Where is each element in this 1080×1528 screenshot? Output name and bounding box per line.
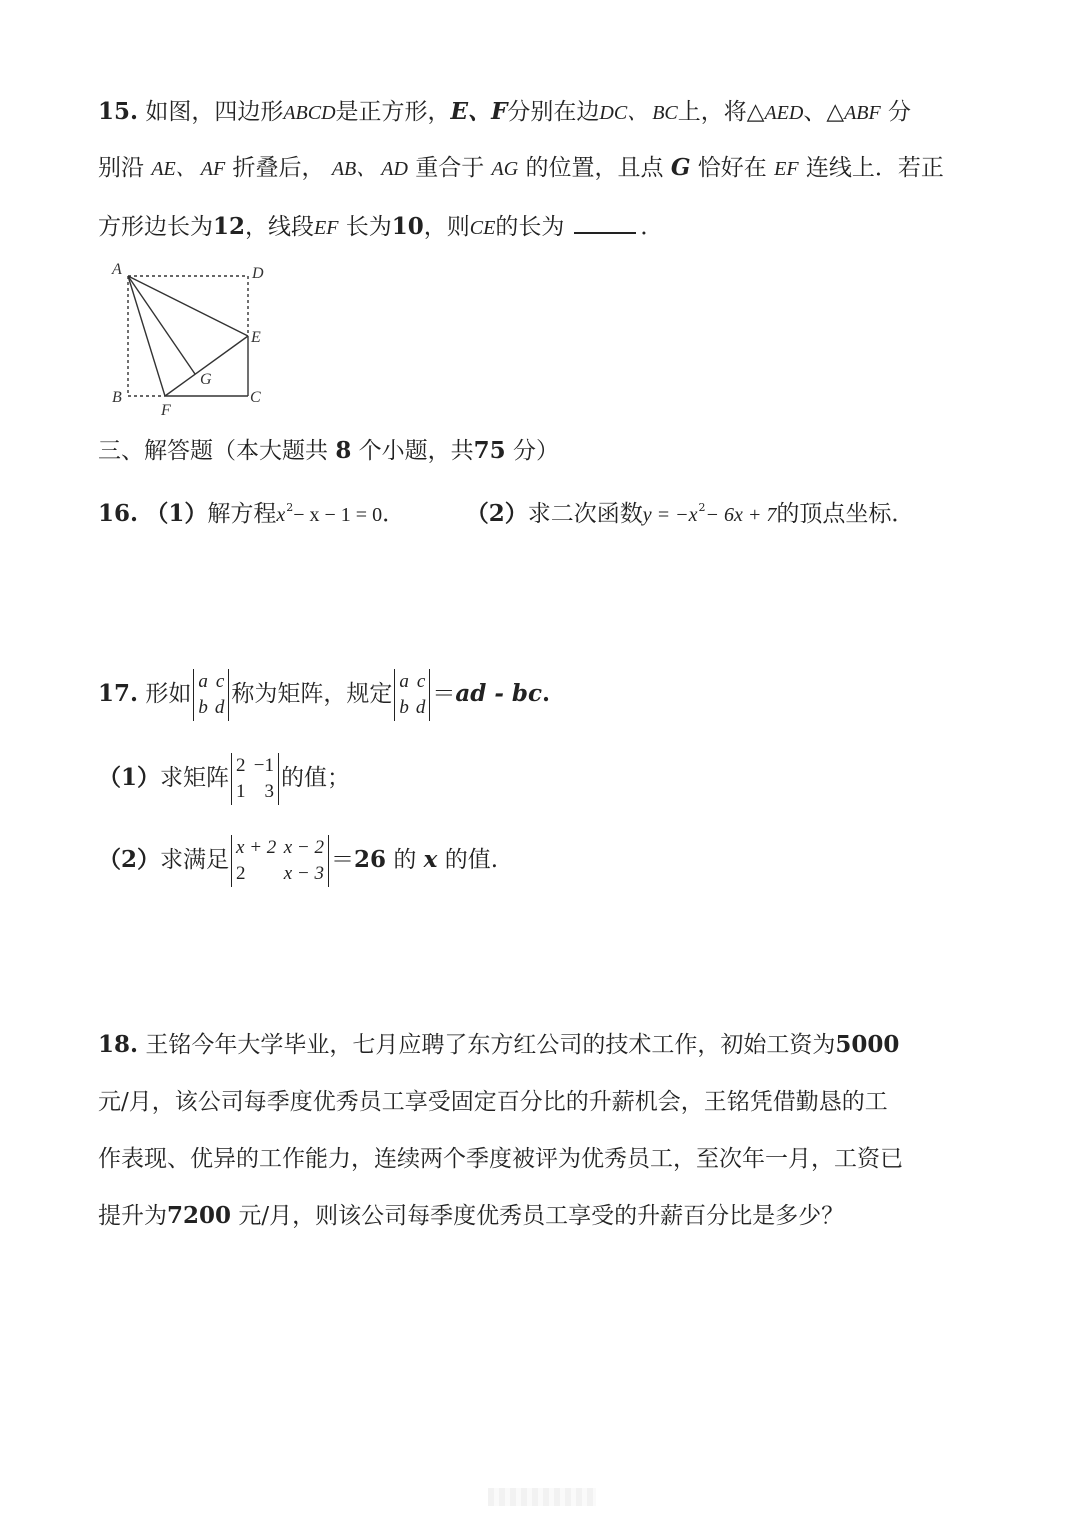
matrix-cell: c: [215, 671, 225, 692]
q15-text: 、△: [803, 99, 845, 125]
q16-text: ．: [382, 501, 406, 527]
value-8: 8: [335, 437, 352, 464]
q17-text: 求满足: [160, 847, 230, 873]
q17-text: .: [541, 680, 550, 707]
math-ef: EF: [774, 158, 799, 180]
matrix-cell: d: [214, 697, 225, 718]
square-fold-figure: [108, 258, 278, 418]
q15-text: 分别在边: [507, 99, 600, 125]
q15-text: 方形边长为: [98, 214, 213, 240]
q18-text: 作表现、优异的工作能力，连续两个季度被评为优秀员工，至次年一月，工资已: [98, 1146, 903, 1172]
matrix-x: [231, 835, 329, 887]
matrix-abcd: [193, 669, 229, 721]
q15-text: 是正方形，: [335, 99, 451, 125]
q15-line-2: [98, 153, 944, 184]
q15-text: 重合于: [415, 155, 485, 181]
q18-line-3: [98, 1144, 903, 1174]
segment-ae: [128, 276, 248, 336]
section-text: 三、解答题（本大题共: [98, 438, 328, 464]
matrix-abcd: [394, 669, 430, 721]
q18-line-4: [98, 1201, 844, 1231]
matrix-cell: x − 2: [283, 837, 325, 858]
q16-line: [98, 493, 914, 530]
matrix-cell: x − 3: [283, 863, 325, 884]
q17-text: 的值；: [281, 765, 351, 791]
value-7200: 7200: [167, 1202, 232, 1229]
equation-1-rest: − x − 1 = 0: [293, 504, 383, 526]
math-aed: AED: [764, 102, 804, 124]
section-text: 分）: [512, 438, 559, 464]
q15-text: 的长为: [495, 214, 565, 240]
formula-ad-bc: ad - bc: [455, 680, 542, 707]
value-75: 75: [473, 437, 506, 464]
q17-sub1-line: [98, 748, 350, 808]
q18-line-1: [98, 1030, 899, 1060]
matrix-cell: x + 2: [236, 837, 277, 858]
part-label: （2）: [98, 846, 161, 873]
equation-2-rest: − 6x + 7: [705, 504, 777, 526]
section-text: 个小题，共: [358, 438, 474, 464]
matrix-cell: b: [198, 697, 208, 718]
math-g: G: [670, 154, 691, 181]
matrix-cell: 2: [236, 755, 246, 776]
math-ab-ad: AB、 AD: [331, 158, 408, 180]
segment-ag: [128, 276, 195, 374]
matrix-numeric: [231, 753, 279, 805]
q15-text: 如图，四边形: [145, 99, 284, 125]
q17-sub2-line: [98, 830, 498, 890]
matrix-cell: b: [399, 697, 409, 718]
q15-line-1: [98, 97, 911, 128]
q15-text: 折叠后，: [232, 155, 325, 181]
q17-text: 称为矩阵，规定: [231, 681, 393, 707]
q15-text: 别沿: [98, 155, 144, 181]
matrix-cell: c: [416, 671, 426, 692]
q17-text: 的值.: [444, 847, 498, 873]
label-g: G: [200, 371, 212, 388]
matrix-cell: 3: [264, 781, 275, 802]
value-12: 12: [213, 213, 246, 240]
label-e: E: [251, 329, 261, 346]
label-a: A: [112, 261, 122, 278]
matrix-cell: −1: [253, 755, 275, 776]
watermark: [488, 1488, 596, 1506]
q17-text: 的: [393, 847, 417, 873]
q17-number: 17.: [98, 680, 139, 707]
q18-text: 王铭今年大学毕业，七月应聘了东方红公司的技术工作，初始工资为: [145, 1032, 836, 1058]
q15-text: ，线段: [245, 214, 315, 240]
q15-text: 恰好在: [697, 155, 767, 181]
math-ef: EF: [314, 217, 339, 239]
q17-text: ＝: [432, 681, 456, 707]
math-e-f: E、F: [450, 98, 508, 125]
variable-x: x: [423, 846, 438, 873]
q15-text: 连线上．若正: [805, 155, 944, 181]
section-heading: [98, 436, 559, 466]
matrix-cell: a: [399, 671, 409, 692]
matrix-cell: d: [415, 697, 426, 718]
matrix-cell: 1: [236, 781, 246, 802]
segment-af: [128, 276, 165, 396]
q17-text: ＝: [331, 847, 355, 873]
part-label: （2）: [465, 500, 528, 527]
label-d: D: [252, 265, 264, 282]
q16-number: 16.: [98, 500, 139, 527]
q15-line-3: [98, 210, 663, 243]
q18-text: 元/月，则该公司每季度优秀员工享受的升薪百分比是多少？: [238, 1203, 845, 1229]
q16-text: 的顶点坐标．: [776, 501, 915, 527]
value-26: 26: [354, 846, 387, 873]
part-label: （1）: [145, 500, 208, 527]
q18-text: 元/月，该公司每季度优秀员工享受固定百分比的升薪机会，王铭凭借勤恳的工: [98, 1089, 888, 1115]
q17-text: 求矩阵: [160, 765, 230, 791]
q18-line-2: [98, 1087, 888, 1117]
q15-text: ，则: [423, 214, 470, 240]
math-ag: AG: [491, 158, 519, 180]
math-ae-af: AE、 AF: [151, 158, 226, 180]
label-c: C: [250, 389, 261, 406]
equation-2-left: y = −x: [642, 504, 698, 526]
equation-1-x: x: [276, 504, 286, 526]
q16-text: 求二次函数: [527, 501, 643, 527]
equation-2-exponent: 2: [698, 501, 706, 514]
q17-line: [98, 664, 550, 724]
math-dc-bc: DC、 BC: [599, 102, 678, 124]
math-abcd: ABCD: [283, 102, 336, 124]
matrix-cell: a: [198, 671, 208, 692]
answer-blank[interactable]: [574, 210, 636, 234]
q17-text: 形如: [145, 681, 192, 707]
part-label: （1）: [98, 764, 161, 791]
math-abf: ABF: [844, 102, 881, 124]
matrix-cell: 2: [236, 863, 246, 884]
q15-text: 长为: [345, 214, 392, 240]
label-f: F: [161, 402, 171, 418]
q15-text: 上，将△: [677, 99, 765, 125]
q15-number: 15.: [98, 98, 139, 125]
math-ce: CE: [469, 217, 496, 239]
equation-1-exponent: 2: [286, 501, 294, 514]
q16-text: 解方程: [207, 501, 277, 527]
label-b: B: [112, 389, 122, 406]
q15-text: 分: [888, 99, 912, 125]
value-5000: 5000: [835, 1031, 900, 1058]
q15-text: 的位置，且点: [525, 155, 664, 181]
value-10: 10: [391, 213, 424, 240]
q18-number: 18.: [98, 1031, 139, 1058]
q18-text: 提升为: [98, 1203, 167, 1229]
q15-text: ．: [640, 214, 664, 240]
